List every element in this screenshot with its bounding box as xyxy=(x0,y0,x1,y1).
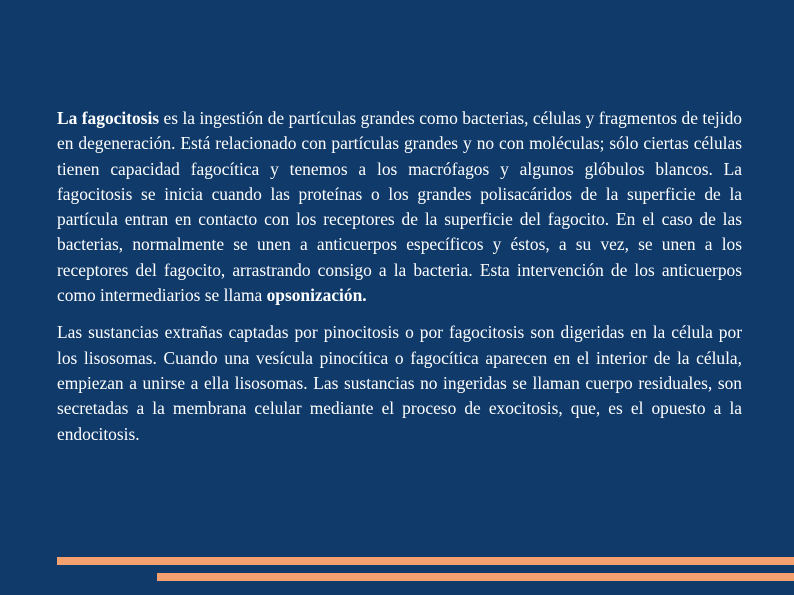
paragraph-phagocytosis xyxy=(57,106,742,308)
term-opsonization: opsonización. xyxy=(266,285,367,306)
term-phagocytosis: La fagocitosis xyxy=(57,108,160,128)
accent-bar-bottom xyxy=(157,573,794,581)
slide-body xyxy=(57,106,742,447)
accent-bar-top xyxy=(57,557,794,565)
paragraph-digestion xyxy=(57,320,742,446)
paragraph-digestion-text: Las sustancias extrañas captadas por pinocitosis o por fagocitosis son digeridas en la célula por los lisosomas. Cuando una vesícula pinocítica o fagocítica aparecen en el interior de la célula, empiezan a unirse a ella lisosomas. Las sustancias no ingeridas se llaman cuerpo residuales, son secretadas a la membrana celular mediante el proceso de exocitosis, que, es el opuesto a la endocitosis. xyxy=(57,322,742,444)
paragraph-phagocytosis-text: es la ingestión de partículas grandes como bacterias, células y fragmentos de tejido en degeneración. Está relacionado con partículas grandes y no con moléculas; sólo ciertas células tienen capacidad fagocítica y tenemos a los macrófagos y algunos glóbulos blancos. La fagocitosis se inicia cuando las proteínas o los grandes polisacáridos de la superficie de la partícula entran en contacto con los receptores de la superficie del fagocito. En el caso de las bacterias, normalmente se unen a anticuerpos específicos y éstos, a su vez, se unen a los receptores del fagocito, arrastrando consigo a la bacteria. Esta intervención de los anticuerpos como intermediarios se llama xyxy=(57,108,742,306)
